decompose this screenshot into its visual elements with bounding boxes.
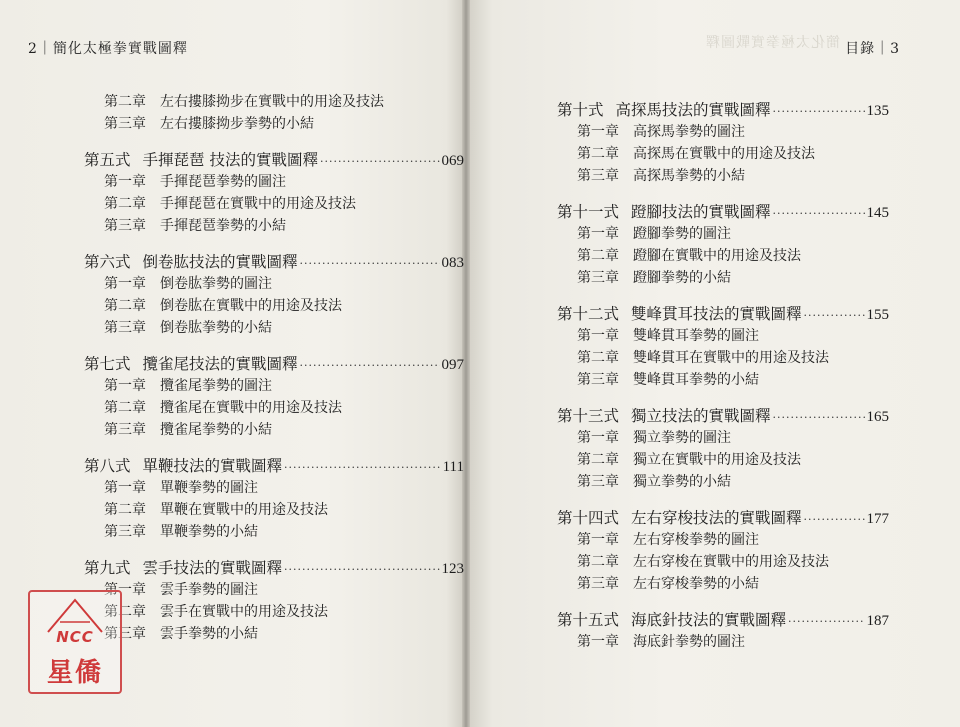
toc-chapter-row	[84, 397, 464, 419]
dot-leader	[284, 457, 441, 479]
toc-chapter-row	[84, 521, 464, 543]
chapter-number: 第二章	[577, 146, 619, 162]
toc-chapter-row	[84, 601, 464, 623]
chapter-number: 第一章	[577, 124, 619, 140]
entry-title: 攬雀尾技法的實戰圖釋	[142, 355, 298, 373]
toc-section	[557, 99, 889, 187]
toc-section	[557, 201, 889, 289]
toc-entry	[557, 609, 889, 631]
entry-number: 第十一式	[557, 203, 620, 221]
right-toc	[557, 99, 889, 667]
toc-entry	[557, 405, 889, 427]
chapter-number: 第三章	[104, 524, 146, 540]
chapter-number: 第一章	[577, 634, 619, 650]
chapter-number: 第二章	[577, 248, 619, 264]
entry-number: 第十三式	[557, 407, 620, 425]
chapter-number: 第三章	[577, 270, 619, 286]
chapter-title: 左右穿梭拳勢的圖注	[633, 532, 759, 548]
chapter-number: 第二章	[104, 604, 146, 620]
chapter-title: 蹬腳在實戰中的用途及技法	[633, 248, 801, 264]
chapter-title: 左右穿梭拳勢的小結	[633, 576, 759, 592]
toc-chapter-row	[84, 273, 464, 295]
chapter-title: 雙峰貫耳拳勢的小結	[633, 372, 759, 388]
chapter-title: 雲手在實戰中的用途及技法	[160, 604, 328, 620]
left-running-head: 2｜簡化太極拳實戰圖釋	[28, 41, 188, 57]
chapter-title: 手揮琵琶拳勢的小結	[160, 218, 286, 234]
entry-number: 第十五式	[557, 611, 620, 629]
right-running-head: 目錄｜3	[845, 41, 900, 57]
toc-chapter-row	[84, 215, 464, 237]
toc-chapter-row	[557, 573, 889, 595]
toc-entry	[84, 353, 464, 375]
toc-entry	[84, 149, 464, 171]
toc-chapter-row	[557, 325, 889, 347]
chapter-title: 攬雀尾拳勢的圖注	[160, 378, 272, 394]
chapter-number: 第二章	[577, 350, 619, 366]
toc-chapter-row	[557, 631, 889, 653]
dot-leader	[300, 355, 440, 377]
toc-chapter-row	[557, 471, 889, 493]
entry-title: 雲手技法的實戰圖釋	[142, 559, 283, 577]
toc-entry	[84, 251, 464, 273]
toc-entry	[557, 507, 889, 529]
toc-carryover	[84, 91, 464, 135]
chapter-number: 第三章	[104, 218, 146, 234]
entry-page-number: 111	[442, 459, 464, 475]
chapter-number: 第三章	[577, 168, 619, 184]
toc-chapter-row	[557, 427, 889, 449]
entry-number: 第十四式	[557, 509, 620, 527]
chapter-title: 高探馬拳勢的小結	[633, 168, 745, 184]
dot-leader	[804, 305, 865, 327]
toc-chapter-row	[84, 193, 464, 215]
chapter-title: 雲手拳勢的小結	[160, 626, 258, 642]
chapter-number: 第一章	[104, 174, 146, 190]
toc-section	[557, 303, 889, 391]
entry-title: 雙峰貫耳技法的實戰圖釋	[631, 305, 802, 323]
dot-leader	[300, 253, 440, 275]
toc-section	[84, 557, 464, 645]
entry-number: 第六式	[84, 253, 131, 271]
dot-leader	[773, 407, 865, 429]
chapter-number: 第三章	[104, 422, 146, 438]
chapter-title: 雲手拳勢的圖注	[160, 582, 258, 598]
chapter-title: 攬雀尾拳勢的小結	[160, 422, 272, 438]
toc-chapter-row	[84, 171, 464, 193]
chapter-title: 倒卷肱在實戰中的用途及技法	[160, 298, 342, 314]
chapter-number: 第一章	[104, 378, 146, 394]
chapter-number: 第二章	[104, 502, 146, 518]
toc-chapter-row	[557, 245, 889, 267]
entry-title: 手揮琵琶 技法的實戰圖釋	[142, 151, 318, 169]
toc-chapter-row	[557, 121, 889, 143]
chapter-number: 第三章	[104, 116, 146, 132]
toc-section	[557, 507, 889, 595]
entry-page-number: 123	[441, 561, 464, 577]
chapter-number: 第二章	[104, 196, 146, 212]
chapter-title: 高探馬在實戰中的用途及技法	[633, 146, 815, 162]
chapter-number: 第一章	[104, 480, 146, 496]
entry-number: 第九式	[84, 559, 131, 577]
entry-page-number: 135	[866, 103, 889, 119]
chapter-title: 左右摟膝拗步拳勢的小結	[160, 116, 314, 132]
chapter-title: 倒卷肱拳勢的小結	[160, 320, 272, 336]
toc-chapter-row	[557, 223, 889, 245]
entry-title: 海底針技法的實戰圖釋	[631, 611, 787, 629]
entry-number: 第八式	[84, 457, 131, 475]
toc-chapter-row	[557, 369, 889, 391]
chapter-number: 第三章	[104, 320, 146, 336]
entry-title: 獨立技法的實戰圖釋	[631, 407, 771, 425]
chapter-number: 第一章	[577, 430, 619, 446]
chapter-number: 第一章	[104, 276, 146, 292]
toc-chapter-row	[557, 347, 889, 369]
chapter-number: 第一章	[104, 582, 146, 598]
toc-entry	[84, 455, 464, 477]
dot-leader	[773, 203, 865, 225]
toc-entry	[557, 99, 889, 121]
toc-chapter-row	[84, 375, 464, 397]
toc-chapter-row	[84, 113, 464, 135]
chapter-number: 第二章	[104, 94, 146, 110]
chapter-title: 手揮琵琶拳勢的圖注	[160, 174, 286, 190]
toc-section	[557, 609, 889, 653]
watermark-name: 星僑	[46, 658, 103, 688]
chapter-title: 雙峰貫耳拳勢的圖注	[633, 328, 759, 344]
toc-chapter-row	[557, 529, 889, 551]
toc-entry	[557, 201, 889, 223]
chapter-title: 倒卷肱拳勢的圖注	[160, 276, 272, 292]
toc-chapter-row	[84, 91, 464, 113]
dot-leader	[788, 611, 864, 633]
entry-title: 高探馬技法的實戰圖釋	[615, 101, 771, 119]
chapter-title: 蹬腳拳勢的小結	[633, 270, 731, 286]
toc-section	[84, 251, 464, 339]
entry-page-number: 187	[866, 613, 889, 629]
entry-title: 左右穿梭技法的實戰圖釋	[631, 509, 802, 527]
entry-number: 第五式	[84, 151, 131, 169]
chapter-title: 獨立在實戰中的用途及技法	[633, 452, 801, 468]
chapter-title: 手揮琵琶在實戰中的用途及技法	[160, 196, 356, 212]
chapter-title: 攬雀尾在實戰中的用途及技法	[160, 400, 342, 416]
entry-number: 第十二式	[557, 305, 620, 323]
dot-leader	[804, 509, 865, 531]
toc-chapter-row	[557, 143, 889, 165]
toc-chapter-row	[557, 165, 889, 187]
toc-chapter-row	[557, 449, 889, 471]
toc-section	[84, 149, 464, 237]
chapter-number: 第一章	[577, 226, 619, 242]
chapter-title: 獨立拳勢的小結	[633, 474, 731, 490]
chapter-number: 第三章	[577, 372, 619, 388]
entry-page-number: 155	[866, 307, 889, 323]
chapter-title: 單鞭在實戰中的用途及技法	[160, 502, 328, 518]
chapter-number: 第三章	[577, 474, 619, 490]
toc-section	[557, 405, 889, 493]
chapter-number: 第二章	[104, 400, 146, 416]
toc-section	[84, 455, 464, 543]
watermark-stamp	[28, 590, 122, 694]
chapter-number: 第二章	[577, 554, 619, 570]
dot-leader	[284, 559, 439, 581]
left-toc	[84, 91, 464, 659]
toc-chapter-row	[84, 295, 464, 317]
entry-number: 第十式	[557, 101, 604, 119]
chapter-title: 蹬腳拳勢的圖注	[633, 226, 731, 242]
toc-chapter-row	[557, 267, 889, 289]
toc-chapter-row	[84, 317, 464, 339]
toc-chapter-row	[84, 623, 464, 645]
chapter-number: 第一章	[577, 532, 619, 548]
entry-page-number: 165	[866, 409, 889, 425]
entry-title: 倒卷肱技法的實戰圖釋	[142, 253, 298, 271]
chapter-number: 第一章	[577, 328, 619, 344]
chapter-title: 單鞭拳勢的小結	[160, 524, 258, 540]
entry-title: 單鞭技法的實戰圖釋	[142, 457, 283, 475]
entry-page-number: 145	[866, 205, 889, 221]
toc-chapter-row	[84, 419, 464, 441]
watermark-ncc: NCC	[56, 628, 94, 646]
toc-entry	[557, 303, 889, 325]
toc-chapter-row	[84, 477, 464, 499]
chapter-number: 第三章	[577, 576, 619, 592]
chapter-number: 第三章	[104, 626, 146, 642]
chapter-title: 獨立拳勢的圖注	[633, 430, 731, 446]
toc-chapter-row	[84, 579, 464, 601]
toc-section	[84, 353, 464, 441]
entry-page-number: 097	[441, 357, 464, 373]
chapter-number: 第二章	[104, 298, 146, 314]
chapter-title: 高探馬拳勢的圖注	[633, 124, 745, 140]
entry-page-number: 083	[441, 255, 464, 271]
chapter-number: 第二章	[577, 452, 619, 468]
entry-page-number: 069	[441, 153, 464, 169]
entry-title: 蹬腳技法的實戰圖釋	[631, 203, 771, 221]
dot-leader	[773, 101, 865, 123]
entry-number: 第七式	[84, 355, 131, 373]
toc-entry	[84, 557, 464, 579]
entry-page-number: 177	[866, 511, 889, 527]
bleed-through-text: 簡化太極拳實戰圖釋	[705, 35, 840, 51]
dot-leader	[320, 151, 440, 173]
chapter-title: 海底針拳勢的圖注	[633, 634, 745, 650]
chapter-title: 左右穿梭在實戰中的用途及技法	[633, 554, 829, 570]
chapter-title: 左右摟膝拗步在實戰中的用途及技法	[160, 94, 384, 110]
toc-chapter-row	[557, 551, 889, 573]
chapter-title: 單鞭拳勢的圖注	[160, 480, 258, 496]
chapter-title: 雙峰貫耳在實戰中的用途及技法	[633, 350, 829, 366]
toc-chapter-row	[84, 499, 464, 521]
